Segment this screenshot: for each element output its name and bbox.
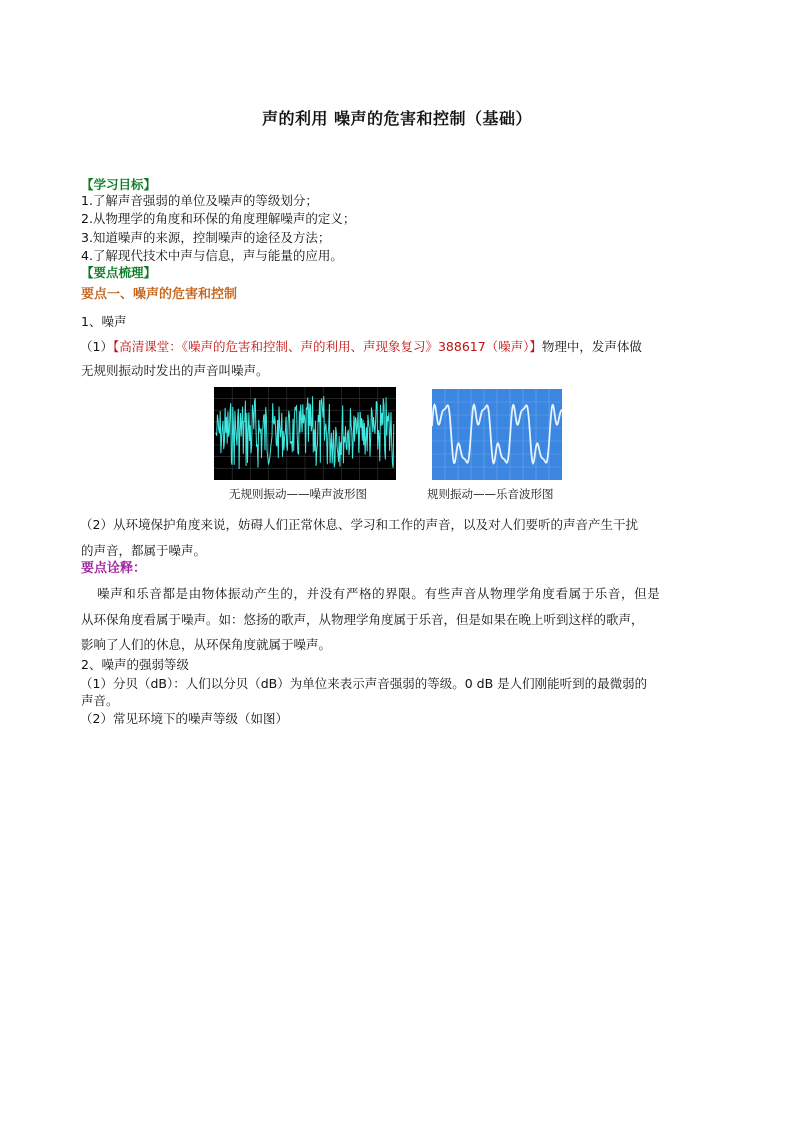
paragraph-line: 的声音，都属于噪声。 xyxy=(81,543,207,558)
page-title: 声的利用 噪声的危害和控制（基础） xyxy=(261,109,533,128)
goal-item: 1.了解声音强弱的单位及噪声的等级划分； xyxy=(81,193,318,208)
music-figure-caption: 规则振动——乐音波形图 xyxy=(427,487,554,501)
notes-heading: 要点诠释： xyxy=(81,561,147,576)
item-heading: 1、噪声 xyxy=(81,314,127,329)
paragraph-line: 无规则振动时发出的声音叫噪声。 xyxy=(81,363,269,378)
item-heading: 2、噪声的强弱等级 xyxy=(81,657,189,672)
paragraph-prefix: （1） xyxy=(80,339,113,354)
section-heading: 要点一、噪声的危害和控制 xyxy=(81,287,238,302)
learning-goals-heading: 【学习目标】 xyxy=(81,177,157,192)
paragraph-line: 声音。 xyxy=(81,693,119,708)
paragraph-text: 物理中，发声体做 xyxy=(541,339,642,354)
goal-item: 4.了解现代技术中声与信息，声与能量的应用。 xyxy=(81,248,343,263)
paragraph-line: （1）分贝（dB）：人们以分贝（dB）为单位来表示声音强弱的等级。0 dB 是人们刚能听到的最微弱的 xyxy=(80,676,648,691)
key-points-heading: 【要点梳理】 xyxy=(81,265,157,280)
noise-waveform-image xyxy=(214,387,396,480)
note-line: 噪声和乐音都是由物体振动产生的，并没有严格的界限。有些声音从物理学角度看属于乐音，但是 xyxy=(97,586,661,601)
note-line: 影响了人们的休息，从环保角度就属于噪声。 xyxy=(81,637,332,652)
paragraph-line: （2）常见环境下的噪声等级（如图） xyxy=(80,711,288,726)
paragraph-line xyxy=(80,339,642,355)
paragraph-line: （2）从环境保护角度来说，妨碍人们正常休息、学习和工作的声音，以及对人们要听的声音产生干扰 xyxy=(80,517,638,532)
note-line: 从环保角度看属于噪声。如：悠扬的歌声，从物理学角度属于乐音，但是如果在晚上听到这样的歌声， xyxy=(81,612,644,627)
goal-item: 2.从物理学的角度和环保的角度理解噪声的定义； xyxy=(81,211,356,226)
noise-figure-caption: 无规则振动——噪声波形图 xyxy=(229,487,367,501)
goal-item: 3.知道噪声的来源，控制噪声的途径及方法； xyxy=(81,230,331,245)
music-waveform-image xyxy=(432,389,562,480)
course-link[interactable]: 【高清课堂：《噪声的危害和控制、声的利用、声现象复习》388617（噪声）】 xyxy=(112,339,542,354)
